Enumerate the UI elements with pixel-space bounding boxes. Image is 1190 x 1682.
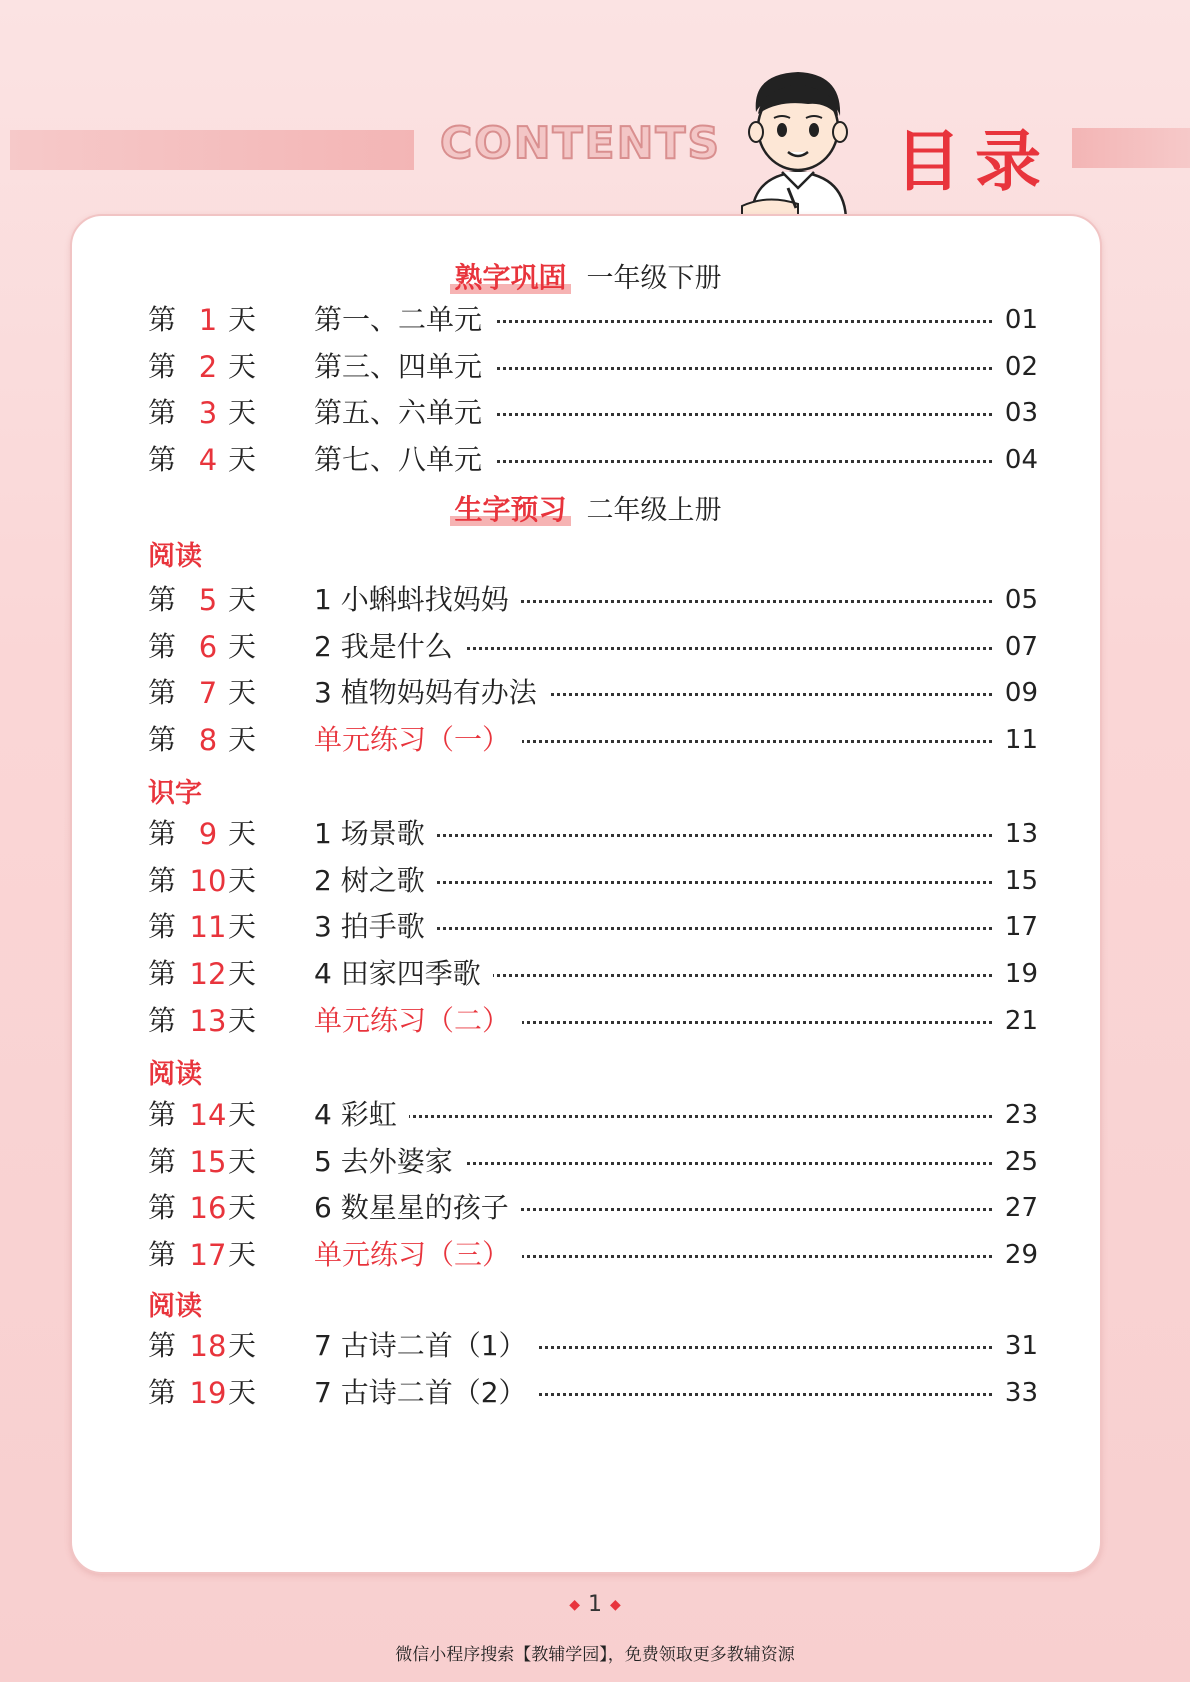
toc-entry[interactable] [148, 300, 1038, 340]
day-number: 15 [189, 1144, 227, 1179]
day-suffix: 天 [228, 910, 257, 944]
day-suffix: 天 [228, 443, 257, 477]
day-suffix: 天 [228, 1238, 257, 1272]
entry-title: 3 植物妈妈有办法 [314, 673, 549, 713]
dot-leader [348, 834, 992, 837]
toc-entry[interactable] [148, 1001, 1038, 1041]
day-number: 13 [189, 1003, 227, 1038]
day-suffix: 天 [228, 723, 257, 757]
day-prefix: 第 [148, 1098, 177, 1131]
day-suffix: 天 [228, 629, 257, 663]
page-ref: 07 [992, 627, 1038, 667]
entry-title: 2 树之歌 [314, 861, 437, 901]
toc-card [70, 214, 1102, 1574]
entry-title: 1 小蝌蚪找妈妈 [314, 580, 521, 620]
entry-title: 单元练习（二） [314, 1001, 522, 1041]
page-ref: 11 [992, 720, 1038, 760]
toc-entry[interactable] [148, 580, 1038, 620]
category-label: 阅读 [148, 1291, 202, 1322]
header-band-left [10, 130, 414, 170]
diamond-icon: ◆ [569, 1597, 580, 1613]
day-number: 14 [189, 1098, 227, 1132]
entry-title: 5 去外婆家 [314, 1142, 465, 1182]
toc-entry[interactable] [148, 1326, 1038, 1366]
boy-writing-icon [738, 66, 860, 226]
page-ref: 05 [992, 580, 1038, 620]
section-highlight: 生字预习 [450, 493, 570, 526]
page-title: 目录 [895, 123, 1055, 200]
day-suffix: 天 [228, 303, 257, 336]
day-number: 11 [189, 910, 227, 945]
page-ref: 21 [992, 1001, 1038, 1041]
dot-leader [348, 927, 992, 930]
day-prefix: 第 [148, 910, 177, 944]
day-number: 19 [189, 1375, 227, 1410]
entry-title: 3 拍手歌 [314, 907, 437, 947]
entry-title: 7 古诗二首（2） [314, 1373, 539, 1413]
day-number: 6 [198, 629, 218, 664]
day-suffix: 天 [228, 396, 257, 430]
dot-leader [348, 881, 992, 884]
toc-entry[interactable] [148, 907, 1038, 947]
day-prefix: 第 [148, 863, 177, 897]
toc-entry[interactable] [148, 1235, 1038, 1275]
page-ref: 29 [992, 1235, 1038, 1275]
page-ref: 04 [992, 440, 1038, 480]
footer-note: 微信小程序搜索【教辅学园】，免费领取更多教辅资源 [395, 1645, 795, 1665]
day-prefix: 第 [148, 349, 177, 383]
day-number: 2 [198, 349, 218, 384]
header-band-right [1072, 128, 1190, 168]
day-prefix: 第 [148, 1191, 177, 1225]
day-prefix: 第 [148, 1375, 177, 1409]
day-suffix: 天 [228, 583, 257, 616]
day-suffix: 天 [228, 1329, 257, 1362]
day-suffix: 天 [228, 817, 257, 850]
day-prefix: 第 [148, 1238, 177, 1272]
day-number: 12 [189, 957, 227, 992]
toc-entry[interactable] [148, 440, 1038, 480]
entry-title: 第五、六单元 [314, 393, 494, 433]
category-label: 阅读 [148, 1059, 202, 1090]
page-ref: 19 [992, 954, 1038, 994]
entry-title: 1 场景歌 [314, 814, 437, 854]
category-label: 阅读 [148, 541, 202, 572]
day-number: 7 [198, 676, 218, 711]
entry-title: 4 田家四季歌 [314, 954, 493, 994]
section-highlight: 熟字巩固 [450, 261, 570, 294]
entry-title: 第七、八单元 [314, 440, 494, 480]
day-prefix: 第 [148, 303, 177, 336]
day-suffix: 天 [228, 1191, 257, 1225]
page-ref: 17 [992, 907, 1038, 947]
day-prefix: 第 [148, 723, 177, 757]
entry-title: 6 数星星的孩子 [314, 1188, 521, 1228]
day-prefix: 第 [148, 676, 177, 710]
day-prefix: 第 [148, 1329, 177, 1362]
day-prefix: 第 [148, 1003, 177, 1037]
day-prefix: 第 [148, 957, 177, 991]
section-subtitle: 一年级下册 [586, 263, 722, 294]
entry-title: 第三、四单元 [314, 347, 494, 387]
day-number: 4 [198, 443, 218, 478]
page-ref: 25 [992, 1142, 1038, 1182]
toc-entry[interactable] [148, 673, 1038, 713]
day-suffix: 天 [228, 1375, 257, 1409]
toc-entry[interactable] [148, 814, 1038, 854]
day-suffix: 天 [228, 349, 257, 383]
section-heading [72, 488, 1100, 528]
section-heading [72, 256, 1100, 296]
page-number: ◆ 1 ◆ [569, 1592, 621, 1617]
toc-entry[interactable] [148, 393, 1038, 433]
toc-entry[interactable] [148, 1142, 1038, 1182]
day-number: 17 [189, 1238, 227, 1273]
day-prefix: 第 [148, 1144, 177, 1178]
toc-entry[interactable] [148, 861, 1038, 901]
day-suffix: 天 [228, 957, 257, 991]
day-suffix: 天 [228, 676, 257, 710]
page-ref: 09 [992, 673, 1038, 713]
page-ref: 23 [992, 1095, 1038, 1135]
page-ref: 15 [992, 861, 1038, 901]
day-suffix: 天 [228, 1144, 257, 1178]
category-label: 识字 [148, 778, 202, 809]
page-ref: 03 [992, 393, 1038, 433]
contents-word: CONTENTS [440, 118, 722, 169]
entry-title: 7 古诗二首（1） [314, 1326, 539, 1366]
day-prefix: 第 [148, 443, 177, 477]
entry-title: 单元练习（一） [314, 720, 522, 760]
day-suffix: 天 [228, 1098, 257, 1131]
day-number: 5 [198, 583, 218, 617]
entry-title: 4 彩虹 [314, 1095, 409, 1135]
toc-entry[interactable] [148, 720, 1038, 760]
page-ref: 27 [992, 1188, 1038, 1228]
day-prefix: 第 [148, 629, 177, 663]
toc-entry[interactable] [148, 954, 1038, 994]
day-number: 10 [189, 863, 227, 898]
day-number: 1 [198, 303, 218, 337]
toc-entry[interactable] [148, 1095, 1038, 1135]
page-ref: 31 [992, 1326, 1038, 1366]
diamond-icon: ◆ [610, 1597, 621, 1613]
entry-title: 第一、二单元 [314, 300, 494, 340]
day-number: 8 [198, 723, 218, 758]
day-suffix: 天 [228, 863, 257, 897]
day-number: 18 [189, 1329, 227, 1363]
toc-entry[interactable] [148, 1373, 1038, 1413]
section-subtitle: 二年级上册 [586, 495, 722, 526]
entry-title: 单元练习（三） [314, 1235, 522, 1275]
day-suffix: 天 [228, 1003, 257, 1037]
day-number: 3 [198, 396, 218, 431]
day-number: 9 [198, 817, 218, 851]
toc-entry[interactable] [148, 627, 1038, 667]
entry-title: 2 我是什么 [314, 627, 465, 667]
day-prefix: 第 [148, 396, 177, 430]
day-prefix: 第 [148, 583, 177, 616]
page-ref: 01 [992, 300, 1038, 340]
dot-leader [348, 1115, 992, 1118]
day-number: 16 [189, 1191, 227, 1226]
day-prefix: 第 [148, 817, 177, 850]
page-ref: 02 [992, 347, 1038, 387]
toc-entry[interactable] [148, 1188, 1038, 1228]
page-ref: 33 [992, 1373, 1038, 1413]
page-ref: 13 [992, 814, 1038, 854]
toc-entry[interactable] [148, 347, 1038, 387]
